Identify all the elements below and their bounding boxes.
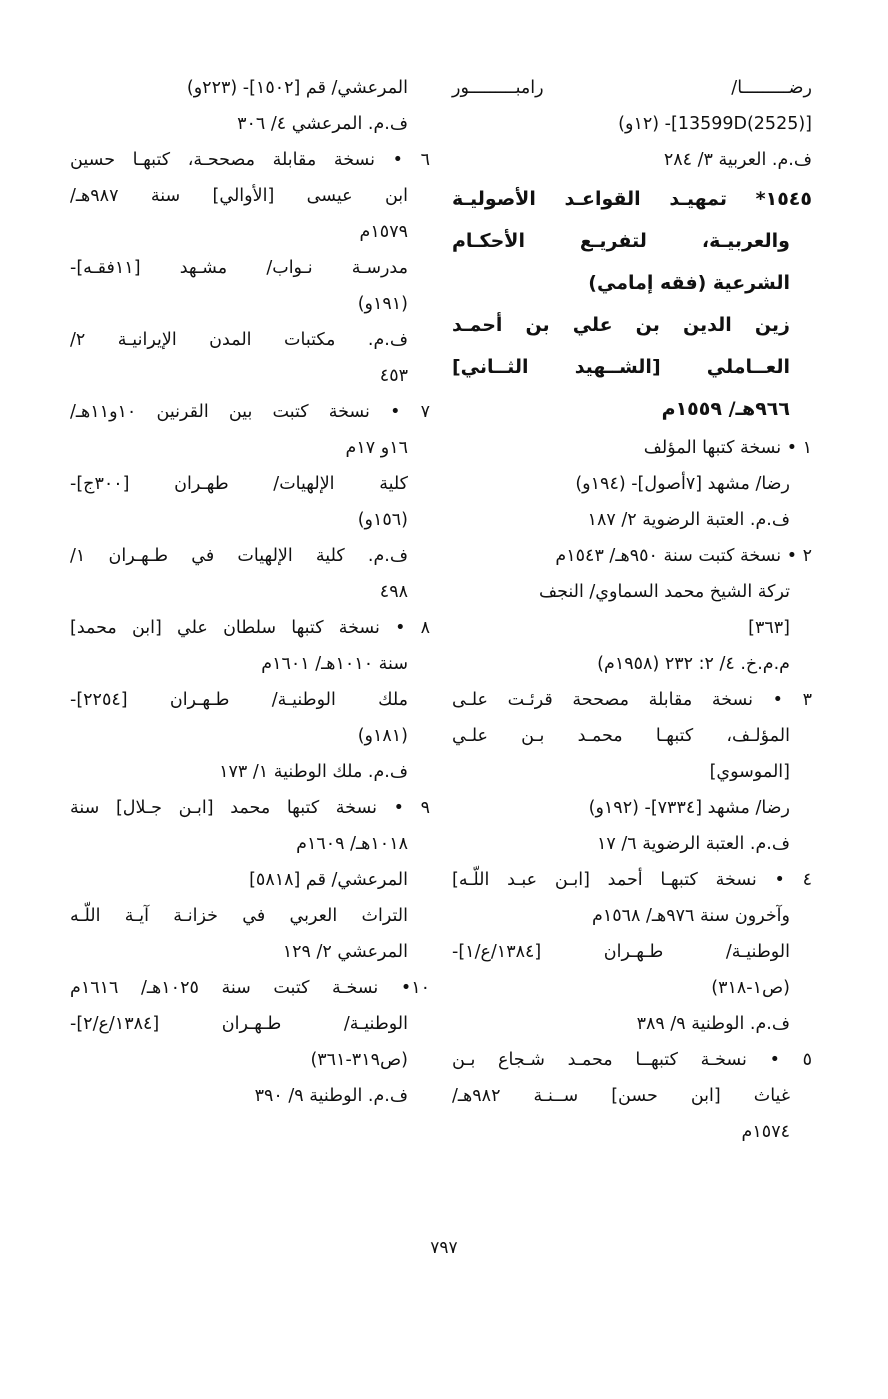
left-column-line: المرعشي/ قم [٥٨١٨] [249,870,408,890]
right-column-line: رضا/ مشهد [٧٣٣٤]- (١٩٢و) [588,798,790,818]
right-column-line: [(2525)13599D]- (١٢و) [618,114,812,134]
left-column-line: ملك الوطنيـة/ طـهـران [٢٢٥٤]- [70,690,408,710]
right-column-line: ٤ • نسخة كتبهـا أحمد [ابـن عبـد اللّـه] [452,870,812,890]
right-column-line: [الموسوي] [709,762,790,782]
right-column-line: رضا/ مشهد [٧أصول]- (١٩٤و) [575,474,790,494]
right-column-line: ف.م. العربية ٣/ ٢٨٤ [663,150,812,170]
right-column-line: (ص١-٣١٨) [711,978,790,998]
left-column-line: ٤٩٨ [379,582,408,602]
right-column-line: م.م.خ. ٤/ ٢: ٢٣٢ (١٩٥٨م) [597,654,790,674]
left-column-line: (١٥٦و) [357,510,408,530]
left-column-line: ف.م. الوطنية ٩/ ٣٩٠ [254,1086,408,1106]
right-column-line: زين الدين بن علي بن أحمـد [452,314,790,336]
left-column-line: مدرسـة نـواب/ مشـهد [١١فقـه]- [70,258,408,278]
right-column-line: غياث [ابن حسن] ســنـة ٩٨٢هـ/ [452,1086,790,1106]
left-column-line: ١٠١٨هـ/ ١٦٠٩م [296,834,408,854]
left-column-line: سنة ١٠١٠هـ/ ١٦٠١م [261,654,408,674]
left-column-line: ٤٥٣ [379,366,408,386]
left-column-line: ٨ • نسخة كتبها سلطان علي [ابن محمد] [70,618,430,638]
right-column-line: والعربيـة، لتفريـع الأحكـام [452,230,790,252]
right-column-line: ف.م. العتبة الرضوية ٦/ ١٧ [596,834,790,854]
right-column [452,70,812,1150]
right-column-line: وآخرون سنة ٩٧٦هـ/ ١٥٦٨م [591,906,790,926]
right-column-line: الشرعية (فقه إمامي) [588,272,790,294]
left-column-line: ١٠• نسخـة كتبت سنة ١٠٢٥هـ/ ١٦١٦م [70,978,430,998]
right-column-line: ٣ • نسخة مقابلة مصححة قرئـت علـى [452,690,812,710]
page-number: ٧٩٧ [430,1238,458,1258]
left-column-line: ١٥٧٩م [359,222,408,242]
right-column-line: ٢ • نسخة كتبت سنة ٩٥٠هـ/ ١٥٤٣م [555,546,812,566]
left-column-line: ٧ • نسخة كتبت بين القرنين ١٠و١١هـ/ [70,402,430,422]
right-column-line: ٩٦٦هـ/ ١٥٥٩م [661,398,790,420]
right-column-line: الوطنيـة/ طـهـران [١٣٨٤/ع/١]- [452,942,790,962]
left-column-line: كلية الإلهيات/ طهـران [٣٠٠ج]- [70,474,408,494]
left-column-line: التراث العربي في خزانـة آيـة اللّـه [70,906,408,926]
right-column-line: ١٥٤٥* تمهيـد القواعـد الأصوليـة [452,188,812,210]
left-column-line: ف.م. المرعشي ٤/ ٣٠٦ [237,114,408,134]
right-column-line: العــاملي [الشــهيد الثــاني] [452,356,790,378]
left-column-line: ف.م. ملك الوطنية ١/ ١٧٣ [219,762,408,782]
left-column-line: (١٩١و) [357,294,408,314]
right-column-line: المؤلـف، كتبهـا محمـد بـن علـي [452,726,790,746]
right-column-line: رضـــــــــا/ رامبـــــــــور [452,78,812,98]
left-column-line: ١٦و ١٧م [345,438,408,458]
left-column-line: المرعشي ٢/ ١٢٩ [282,942,408,962]
right-column-line: تركة الشيخ محمد السماوي/ النجف [538,582,790,602]
left-column-line: ف.م. مكتبات المدن الإيرانيـة ٢/ [70,330,408,350]
right-column-line: ١ • نسخة كتبها المؤلف [643,438,812,458]
left-column-line: ٦ • نسخة مقابلة مصححـة، كتبهـا حسين [70,150,430,170]
right-column-line: [٣٦٣] [748,618,790,638]
right-column-line: ف.م. العتبة الرضوية ٢/ ١٨٧ [587,510,790,530]
left-column-line: (ص٣١٩-٣٦١) [310,1050,408,1070]
left-column-line: المرعشي/ قم [١٥٠٢]- (٢٢٣و) [186,78,408,98]
left-column [70,70,430,1114]
left-column-line: الوطنيـة/ طـهـران [١٣٨٤/ع/٢]- [70,1014,408,1034]
left-column-line: ف.م. كلية الإلهيات في طـهـران ١/ [70,546,408,566]
left-column-line: (١٨١و) [357,726,408,746]
right-column-line: ١٥٧٤م [741,1122,790,1142]
right-column-line: ٥ • نسخـة كتبهــا محمـد شـجاع بـن [452,1050,812,1070]
left-column-line: ٩ • نسخة كتبها محمد [ابـن جـلال] سنة [70,798,430,818]
right-column-line: ف.م. الوطنية ٩/ ٣٨٩ [636,1014,790,1034]
left-column-line: ابن عيسى [الأوالي] سنة ٩٨٧هـ/ [70,186,408,206]
